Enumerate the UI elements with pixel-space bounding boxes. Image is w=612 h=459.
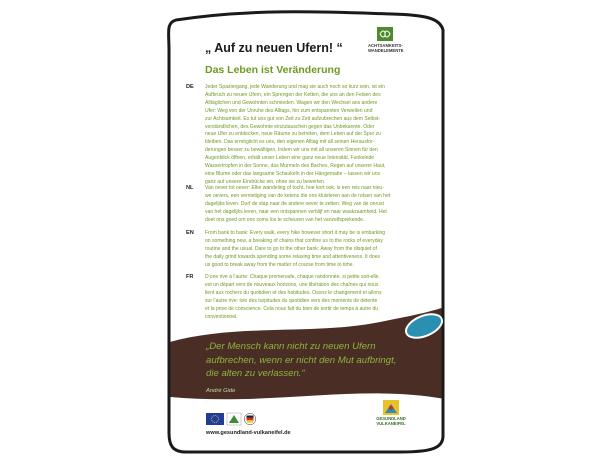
page-title: „ Auf zu neuen Ufern! “ <box>205 41 343 55</box>
quote-text: „Der Mensch kann nicht zu neuen Ufern aufbrechen, wenn er nicht den Mut aufbringt, die alten zu verlassen.“ <box>206 341 397 379</box>
achtsamkeit-logo-icon <box>377 27 393 41</box>
paragraph-de: Jeder Spaziergang, jede Wanderung und mag sie auch noch so kurz sein, ist ein Aufbruch zu neuen Ufern, ein Sprengen der Ketten, die uns an den Felsen des Alltäglichen und Gewohnten schmieden. Wagen wir den Wechsel ans andere Ufer: Weg von der Unruhe des Alltags, hin zum entspannten Verweilen und zur Achtsamkeit. Es tut uns gut von Zeit zu Zeit aufzubrechen aus dem Selbst- verständlichen, des Gewohnte einzutauschen gegen das Unbekannte. Oder neue Ufer zu entdecken, neue Räume zu betreten, dem Leben auf der Spur zu bleiben. Das ermöglicht es uns, den eigenen Alltag mit all seinen Herausfor- derungen besser zu bewältigen. Indem wir uns mit all unseren Sinnen für den Augenblick öffnen, erhält unser Leben eine ganz neue Intensität. Funkelnde Wassertropfen in der Sonne, das Murmeln des Baches, Regen auf unserer Haut, eine Blume oder das langsame Schaukeln in der Hängematte – lassen wir uns ganz auf unsere Eindrücke ein, ohne sie zu bewerten. <box>205 84 386 185</box>
paragraph-nl: Van oever tot oever: Elke wandeling of tocht, hoe kort ook, is een reis naar nieu- we oevers, een vernietiging van de ketens die ons kluisteren aan de rotsen van het dagelijks leven. Durf de stap naar de andere oever te zetten: Weg van de onrust van het dagelijks leven, naar een ontspannen verblijf en naar waakzaamheid. Het doet ons goed om ons soms los te scheuren van het vanzelfsprekende. <box>205 185 391 223</box>
website-link[interactable]: www.gesundland-vulkaneifel.de <box>206 430 291 436</box>
page-subtitle: Das Leben ist Veränderung <box>205 64 341 76</box>
funding-logos <box>206 413 256 425</box>
paragraph-en: From bank to bank: Every walk, every hike however short it may be is embarking on something new, a breaking of chains that confine us to the rocks of everyday routine and the usual. Dare to go to the other bank: Away from the disquiet of the daily grind towards spending some relaxing time and attentiveness. It does us good to break away from the matter of course from time to time. <box>205 230 386 268</box>
lang-label-nl: NL <box>186 185 194 191</box>
lang-label-de: DE <box>186 84 194 90</box>
bottom-logo-text: GESUNDLAND VULKANEIFEL <box>376 416 406 426</box>
gesundland-logo-icon <box>383 400 399 415</box>
quote-author: André Gide <box>206 388 236 394</box>
lang-label-fr: FR <box>186 274 194 280</box>
eu-flag-icon <box>206 413 224 425</box>
top-logo-text: ACHTSAMKEITS- WANDELEMENTE <box>368 43 404 53</box>
lang-label-en: EN <box>186 230 194 236</box>
paragraph-fr: D’une rive à l’autre: Chaque promenade, chaque randonnée, si petite soit-elle, est un départ vers de nouveaux horizons, une libération des chaînes qui nous lient aux rochers du quotidien et des habitudes. Osons le changement et allons sur l’autre rive: loin des turpitudes du quotidien vers des moments de détente et la prise de conscience. Cela nous fait du bien de sortir de temps à autre du conventionnel. <box>205 274 382 320</box>
